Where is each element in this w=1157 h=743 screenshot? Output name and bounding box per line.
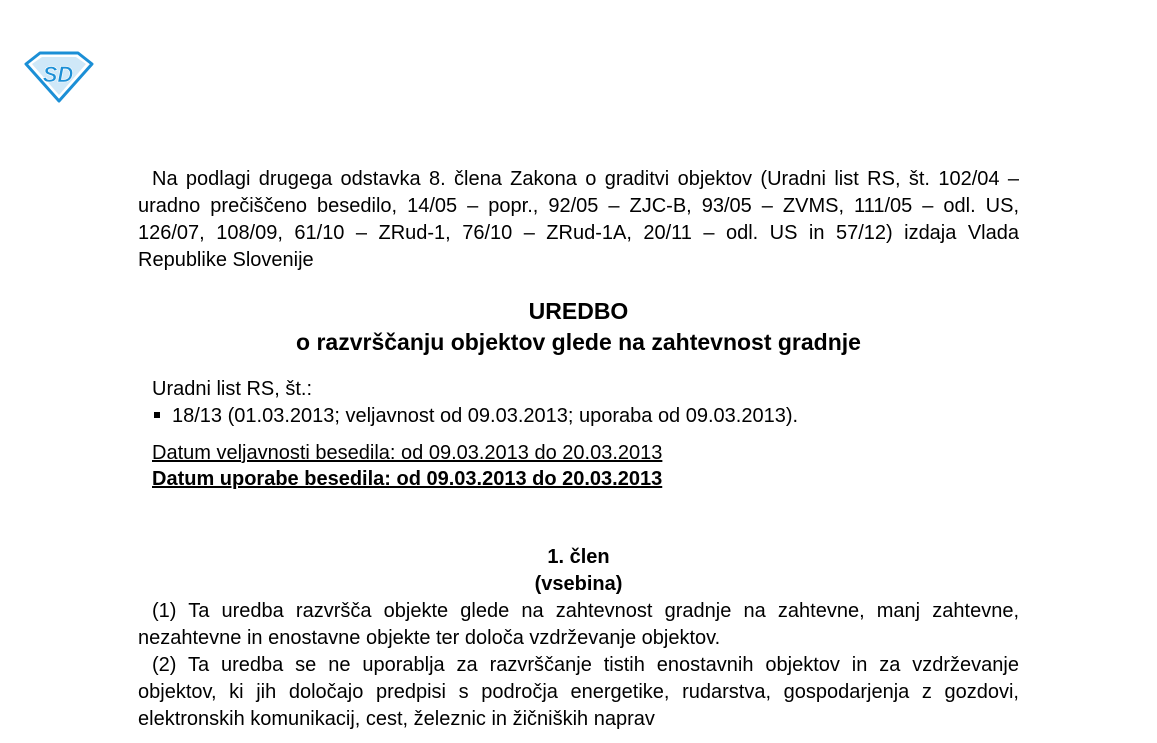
- article-1: [138, 544, 1019, 733]
- article-paragraph-2: (2) Ta uredba se ne uporablja za razvrščanje tistih enostavnih objektov in za vzdrževanje objektov, ki jih določajo predpisi s področja energetike, rudarstva, gospodarjenja z gozdovi, elektronskih komunikacij, cest, železnic in žičniških naprav: [138, 654, 1019, 730]
- sd-logo-icon: [22, 50, 96, 104]
- gazette-reference: [138, 376, 1019, 430]
- gazette-entry: [152, 403, 1019, 430]
- document-body: [138, 166, 1019, 733]
- title-main: UREDBO: [528, 298, 629, 324]
- bullet-icon: [154, 412, 160, 418]
- preamble-paragraph: Na podlagi drugega odstavka 8. člena Zakona o graditvi objektov (Uradni list RS, št. 102/04 – uradno prečiščeno besedilo, 14/05 – popr., 92/05 – ZJC-B, 93/05 – ZVMS, 111/05 – odl. US, 126/07, 108/09, 61/10 – ZRud-1, 76/10 – ZRud-1A, 20/11 – odl. US in 57/12) izdaja Vlada Republike Slovenije: [138, 168, 1019, 271]
- article-number: 1. člen: [547, 546, 610, 568]
- svg-text:SD: SD: [42, 62, 74, 87]
- gazette-label: Uradni list RS, št.:: [152, 378, 313, 400]
- document-title: [138, 296, 1019, 358]
- text-dates: [138, 440, 1019, 492]
- gazette-entry-text: 18/13 (01.03.2013; veljavnost od 09.03.2013; uporaba od 09.03.2013).: [172, 405, 799, 427]
- application-date: Datum uporabe besedila: od 09.03.2013 do 20.03.2013: [152, 468, 663, 490]
- article-paragraph-1: (1) Ta uredba razvršča objekte glede na zahtevnost gradnje na zahtevne, manj zahtevne, nezahtevne in enostavne objekte ter določa vzdrževanje objektov.: [138, 600, 1019, 649]
- article-heading: (vsebina): [534, 573, 623, 595]
- validity-date: Datum veljavnosti besedila: od 09.03.2013 do 20.03.2013: [152, 442, 663, 464]
- title-subtitle: o razvrščanju objektov glede na zahtevnost gradnje: [296, 329, 861, 355]
